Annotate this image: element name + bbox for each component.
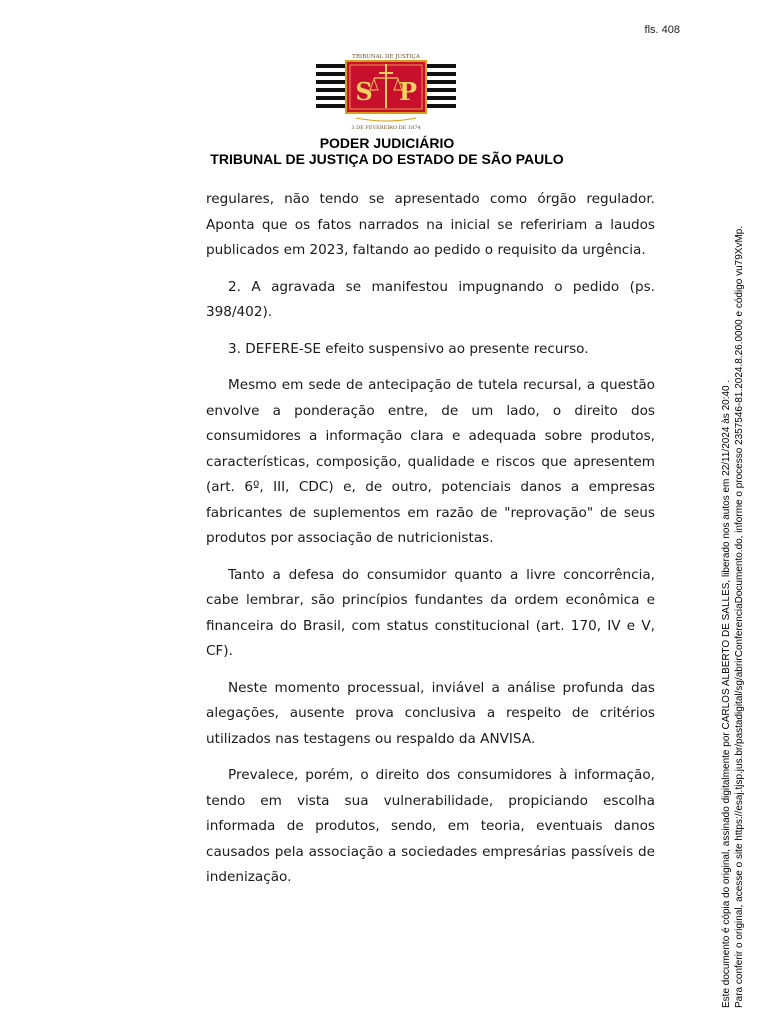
emblem-letter-p: P: [398, 77, 418, 106]
signature-note-line-2: Para conferir o original, acesse o site https://esaj.tjsp.jus.br/pastadigital/sg/abrirConferenciaDocumento.do, informe o processo 2357546-81.2024.8.26.0000 e código vu79XvMp.: [734, 225, 745, 1008]
document-header: [0, 135, 774, 167]
emblem-letter-s: S: [355, 77, 373, 106]
paragraph: Tanto a defesa do consumidor quanto a livre concorrência, cabe lembrar, são princípios fundantes da ordem econômica e financeira do Brasil, com status constitucional (art. 170, IV e V, CF).: [206, 566, 655, 659]
paragraph: Prevalece, porém, o direito dos consumidores à informação, tendo em vista sua vulnerabilidade, propiciando escolha informada de produtos, sendo, em teoria, eventuais danos causados pela associação a sociedades empresárias passíveis de indenização.: [206, 767, 655, 885]
header-line-2: TRIBUNAL DE JUSTIÇA DO ESTADO DE SÃO PAULO: [210, 151, 564, 167]
digital-signature-note: [720, 226, 746, 1008]
paragraph: 3. DEFERE-SE efeito suspensivo ao presente recurso.: [228, 340, 589, 357]
paragraph: 2. A agravada se manifestou impugnando o pedido (ps. 398/402).: [206, 278, 655, 320]
paragraph: Mesmo em sede de antecipação de tutela recursal, a questão envolve a ponderação entre, de um lado, o direito dos consumidores a informação clara e adequada sobre produtos, características, composição, qualidade e riscos que apresentem (art. 6º, III, CDC) e, de outro, potenciais danos a empresas fabricantes de suplementos em razão de "reprovação" de seus produtos por associação de nutricionistas.: [206, 377, 655, 546]
emblem-bottom-text: 3 DE FEVEREIRO DE 1874: [351, 125, 421, 131]
paragraph: Neste momento processual, inviável a análise profunda das alegações, ausente prova conclusiva a respeito de critérios utilizados nas testagens ou respaldo da ANVISA.: [206, 679, 655, 747]
emblem-top-text: TRIBUNAL DE JUSTIÇA: [352, 54, 420, 60]
flag-stripes-left: [316, 64, 346, 108]
signature-note-line-1: Este documento é cópia do original, assinado digitalmente por CARLOS ALBERTO DE SALLES, liberado nos autos em 22/11/2024 às 20:40 .: [721, 379, 732, 1008]
header-line-1: PODER JUDICIÁRIO: [319, 135, 455, 151]
page-number: fls. 408: [644, 24, 680, 36]
court-emblem: [316, 50, 456, 132]
paragraph: regulares, não tendo se apresentado como órgão regulador. Aponta que os fatos narrados na inicial se refeririam a laudos publicados em 2023, faltando ao pedido o requisito da urgência.: [206, 191, 655, 258]
flag-stripes-right: [426, 64, 456, 108]
document-body: [206, 187, 655, 902]
